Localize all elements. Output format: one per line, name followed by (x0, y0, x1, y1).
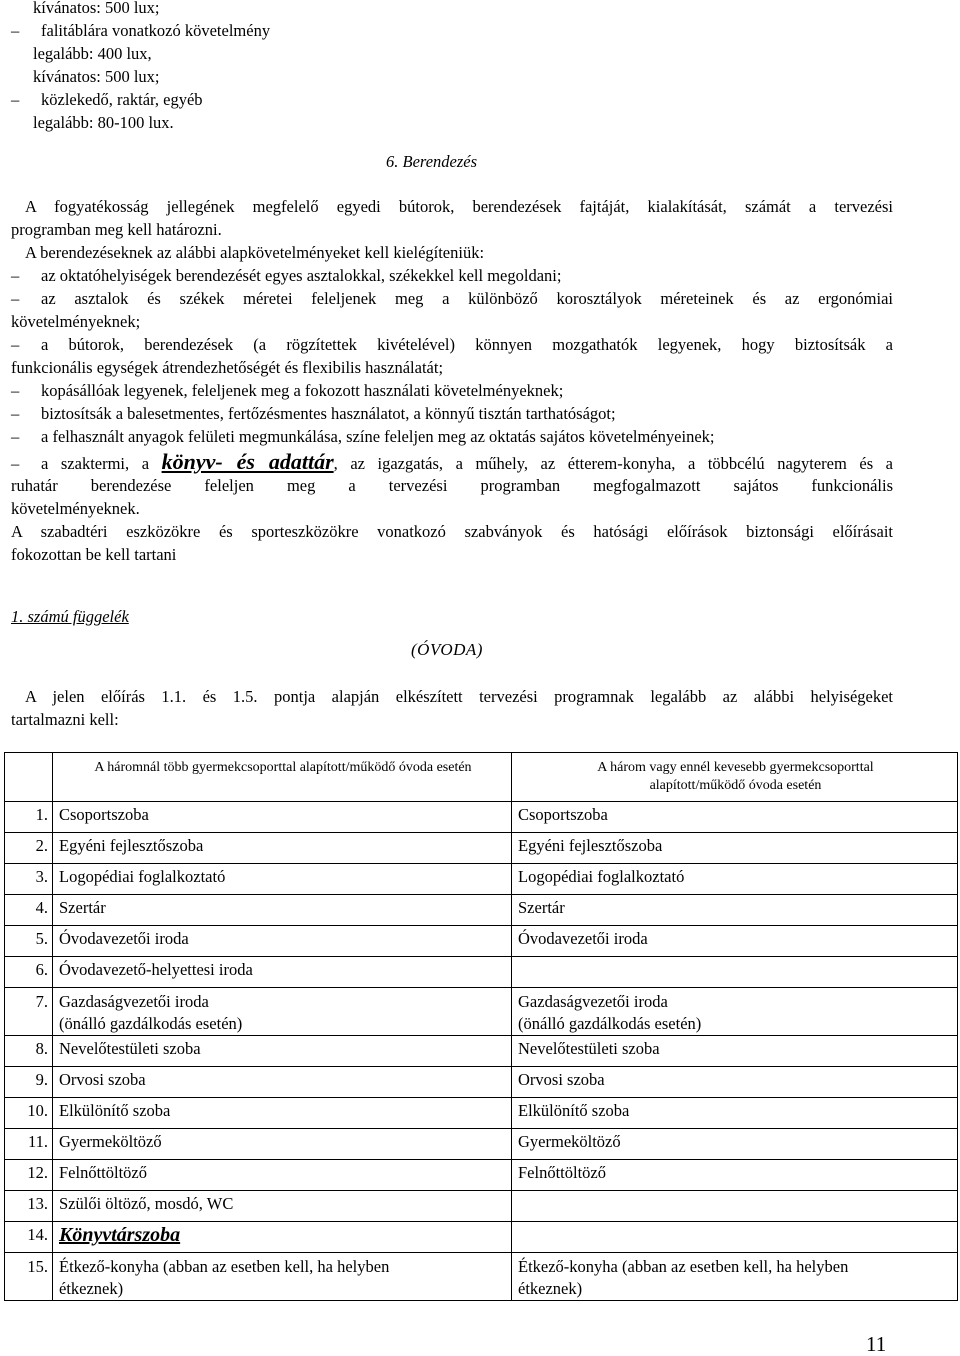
dash-icon: – (11, 335, 20, 354)
row-number: 12. (5, 1160, 53, 1191)
room-cell-small (512, 1160, 958, 1191)
list-line: kívánatos: 500 lux; (33, 0, 160, 17)
appendix-subtitle: (ÓVODA) (411, 640, 483, 659)
room-cell-small (512, 802, 958, 833)
paragraph-line: A fogyatékosság jellegének megfelelő egyedi bútorok, berendezések fajtáját, kialakítását, számát a tervezési (25, 197, 893, 216)
dash-icon: – (11, 404, 20, 423)
room-name: Felnőttöltöző (518, 1163, 606, 1182)
room-cell-small (512, 833, 958, 864)
room-cell-large (53, 1160, 512, 1191)
room-name: Elkülönítő szoba (518, 1101, 630, 1120)
list-item-continued: ruhatár berendezése feleljen meg a tervezési programban megfogalmazott sajátos funkcionális (11, 476, 893, 495)
table-row (5, 864, 958, 895)
room-note: étkeznek) (518, 1279, 583, 1298)
dash-icon: – (11, 21, 20, 40)
header-num-cell (5, 753, 53, 802)
room-cell-large (53, 1222, 512, 1253)
room-cell-small (512, 1067, 958, 1098)
table-row (5, 1191, 958, 1222)
room-name: Nevelőtestületi szoba (59, 1039, 201, 1058)
row-number: 7. (5, 988, 53, 1036)
paragraph-line: A berendezéseknek az alábbi alapkövetelményeket kell kielégíteniük: (25, 243, 485, 262)
room-name: Gyermeköltöző (59, 1132, 162, 1151)
room-cell-large (53, 1253, 512, 1301)
list-line: kívánatos: 500 lux; (33, 67, 160, 86)
room-cell-small (512, 1129, 958, 1160)
room-cell-small (512, 1222, 958, 1253)
room-cell-large (53, 833, 512, 864)
dash-icon: – (11, 266, 20, 285)
room-name: Szertár (59, 898, 106, 917)
room-cell-small (512, 988, 958, 1036)
list-line: legalább: 80-100 lux. (33, 113, 174, 132)
list-item: – kopásállóak legyenek, feleljenek meg a fokozott használati követelményeknek; (11, 381, 564, 400)
table-row (5, 1222, 958, 1253)
room-name: Óvodavezető-helyettesi iroda (59, 960, 253, 979)
header-col1: A háromnál több gyermekcsoporttal alapított/működő óvoda esetén (53, 753, 512, 802)
room-cell-large (53, 926, 512, 957)
row-number: 2. (5, 833, 53, 864)
paragraph-line: fokozottan be kell tartani (11, 545, 177, 564)
room-name: Logopédiai foglalkoztató (518, 867, 685, 886)
room-cell-large (53, 864, 512, 895)
room-name: Nevelőtestületi szoba (518, 1039, 660, 1058)
dash-icon: – (11, 90, 20, 109)
lighting-list (11, 0, 893, 134)
room-name: Orvosi szoba (518, 1070, 605, 1089)
room-cell-large (53, 1129, 512, 1160)
table-row (5, 1160, 958, 1191)
paragraph-line: programban meg kell határozni. (11, 220, 222, 239)
row-number: 6. (5, 957, 53, 988)
room-name: Gazdaságvezetői iroda (59, 992, 209, 1011)
room-cell-small (512, 926, 958, 957)
room-name: Elkülönítő szoba (59, 1101, 171, 1120)
list-line: – falitáblára vonatkozó követelmény (11, 21, 271, 40)
table-row (5, 1253, 958, 1301)
section6-body (11, 195, 893, 566)
library-link[interactable]: könyv- és adattár (161, 449, 334, 474)
list-item: – az asztalok és székek méretei feleljenek meg a különböző korosztályok méreteinek és az ergonómiai (11, 289, 893, 308)
room-note: (önálló gazdálkodás esetén) (59, 1014, 243, 1033)
table-row (5, 802, 958, 833)
room-name: Csoportszoba (518, 805, 608, 824)
table-row (5, 1098, 958, 1129)
room-cell-small (512, 1036, 958, 1067)
paragraph-line: tartalmazni kell: (11, 710, 119, 729)
paragraph-line: A szabadtéri eszközökre és sporteszközökre vonatkozó szabványok és hatósági előírások biztonsági előírásait (11, 522, 893, 541)
list-item: – a felhasznált anyagok felületi megmunkálása, színe feleljen meg az oktatás sajátos követelményeinek; (11, 427, 715, 446)
row-number: 13. (5, 1191, 53, 1222)
room-cell-large (53, 1036, 512, 1067)
dash-icon: – (11, 427, 20, 446)
dash-icon: – (11, 289, 20, 308)
list-item-continued: követelményeknek. (11, 499, 140, 518)
list-line: legalább: 400 lux, (33, 44, 152, 63)
list-item-continued: funkcionális egységek átrendezhetőségét és flexibilis használatát; (11, 358, 444, 377)
appendix-title: 1. számú függelék (11, 607, 129, 626)
room-name: Orvosi szoba (59, 1070, 146, 1089)
list-item: – az oktatóhelyiségek berendezését egyes asztalokkal, székekkel kell megoldani; (11, 266, 562, 285)
room-name: Szertár (518, 898, 565, 917)
room-name: Óvodavezetői iroda (59, 929, 189, 948)
row-number: 15. (5, 1253, 53, 1301)
row-number: 4. (5, 895, 53, 926)
table-row (5, 1036, 958, 1067)
row-number: 1. (5, 802, 53, 833)
dash-icon: – (11, 381, 20, 400)
table-header-row (5, 753, 958, 802)
list-item-continued: követelményeknek; (11, 312, 141, 331)
room-name: Étkező-konyha (abban az esetben kell, ha helyben (518, 1257, 849, 1276)
room-name: Étkező-konyha (abban az esetben kell, ha helyben (59, 1257, 390, 1276)
table-row (5, 895, 958, 926)
list-item: – biztosítsák a balesetmentes, fertőzésmentes használatot, a könnyű tisztán tarthatóságot; (11, 404, 616, 423)
room-cell-large (53, 957, 512, 988)
room-name: Logopédiai foglalkoztató (59, 867, 226, 886)
room-cell-small (512, 1098, 958, 1129)
paragraph-line: A jelen előírás 1.1. és 1.5. pontja alapján elkészített tervezési programnak legalább az alábbi helyiségeket (25, 687, 893, 706)
library-room-link[interactable]: Könyvtárszoba (59, 1224, 181, 1246)
row-number: 14. (5, 1222, 53, 1253)
rooms-table (4, 752, 958, 1301)
room-cell-small (512, 895, 958, 926)
room-cell-small (512, 957, 958, 988)
room-cell-large (53, 1098, 512, 1129)
room-note: (önálló gazdálkodás esetén) (518, 1014, 702, 1033)
row-number: 10. (5, 1098, 53, 1129)
room-cell-small (512, 1191, 958, 1222)
list-item: – a szaktermi, a könyv- és adattár, az igazgatás, a műhely, az étterem-konyha, a többcélú nagyterem és a (11, 448, 893, 474)
room-cell-small (512, 864, 958, 895)
room-cell-large (53, 1067, 512, 1098)
room-name: Egyéni fejlesztőszoba (59, 836, 204, 855)
dash-icon: – (11, 454, 20, 473)
row-number: 9. (5, 1067, 53, 1098)
room-name: Óvodavezetői iroda (518, 929, 648, 948)
list-item: – a bútorok, berendezések (a rögzítettek kivételével) könnyen mozgathatók legyenek, hogy biztosítsák a (11, 335, 893, 354)
table-row (5, 1067, 958, 1098)
appendix-intro (11, 685, 893, 731)
section-title: 6. Berendezés (386, 152, 478, 171)
page-number: 11 (866, 1332, 887, 1356)
row-number: 8. (5, 1036, 53, 1067)
list-line: – közlekedő, raktár, egyéb (11, 90, 203, 109)
table-row (5, 926, 958, 957)
table-row (5, 1129, 958, 1160)
header-col2: A három vagy ennél kevesebb gyermekcsoporttal alapított/működő óvoda esetén (512, 753, 958, 802)
row-number: 11. (5, 1129, 53, 1160)
row-number: 3. (5, 864, 53, 895)
table-row (5, 833, 958, 864)
room-note: étkeznek) (59, 1279, 124, 1298)
room-cell-small (512, 1253, 958, 1301)
room-cell-large (53, 895, 512, 926)
room-name: Szülői öltöző, mosdó, WC (59, 1194, 234, 1213)
row-number: 5. (5, 926, 53, 957)
room-cell-large (53, 802, 512, 833)
room-name: Egyéni fejlesztőszoba (518, 836, 663, 855)
table-row (5, 988, 958, 1036)
room-cell-large (53, 988, 512, 1036)
room-name: Felnőttöltöző (59, 1163, 147, 1182)
room-name: Csoportszoba (59, 805, 149, 824)
room-name: Gyermeköltöző (518, 1132, 621, 1151)
table-row (5, 957, 958, 988)
room-name: Gazdaságvezetői iroda (518, 992, 668, 1011)
room-cell-large (53, 1191, 512, 1222)
